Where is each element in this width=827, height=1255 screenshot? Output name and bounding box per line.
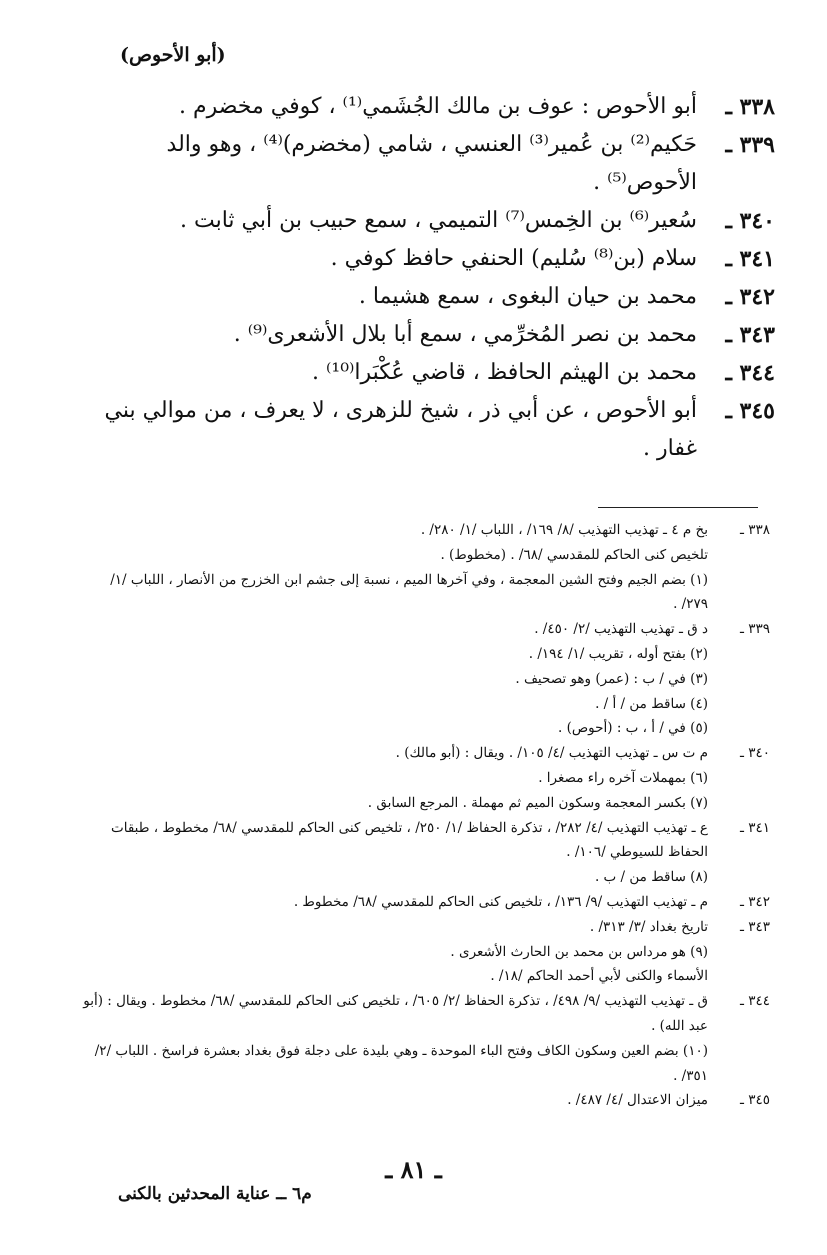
footnote-row bbox=[80, 940, 770, 965]
entry-number: ٣٤٢ ـ bbox=[725, 284, 775, 310]
footnote-row bbox=[80, 766, 770, 791]
entry-text: محمد بن حيان البغوى ، سمع هشيما . bbox=[358, 284, 697, 309]
entry-number: ٣٤٥ ـ bbox=[725, 398, 775, 424]
entry-text: أبو الأحوص : عوف بن مالك الجُشَمي⁽¹⁾ ، كوفي مخضرم . bbox=[178, 94, 697, 119]
footnote-text: م ت س ـ تهذيب التهذيب /٤/ ١٠٥/ . ويقال : (أبو مالك) . bbox=[395, 745, 708, 762]
footnote-text: (٤) ساقط من / أ / . bbox=[595, 695, 708, 712]
footnote-entry-number: ٣٤٤ ـ bbox=[739, 993, 770, 1010]
entry-row bbox=[95, 126, 775, 202]
footnote-text: (٣) في / ب : (عمر) وهو تصحيف . bbox=[515, 670, 708, 687]
footnote-entry-number: ٣٣٩ ـ bbox=[739, 621, 770, 638]
entry-number: ٣٣٩ ـ bbox=[725, 132, 775, 158]
footnote-row bbox=[80, 915, 770, 940]
footnote-entry-number: ٣٤٣ ـ bbox=[739, 918, 770, 935]
entry-number: ٣٤٠ ـ bbox=[725, 208, 775, 234]
footnote-entry-number: ٣٤١ ـ bbox=[739, 819, 770, 836]
footnote-text: (٧) بكسر المعجمة وسكون الميم ثم مهملة . المرجع السابق . bbox=[367, 794, 708, 811]
footnotes bbox=[80, 518, 770, 1113]
footnote-row bbox=[80, 617, 770, 642]
entry-number: ٣٤١ ـ bbox=[725, 246, 775, 272]
entry-row bbox=[95, 240, 775, 278]
footnote-text: (٨) ساقط من / ب . bbox=[594, 869, 708, 886]
footnote-row bbox=[80, 865, 770, 890]
entry-text: سُعير⁽⁶⁾ بن الخِمس⁽⁷⁾ التميمي ، سمع حبيب بن أبي ثابت . bbox=[180, 208, 697, 233]
footnote-row bbox=[80, 692, 770, 717]
book-title-footer: م٦ ــ عناية المحدثين بالكنى bbox=[118, 1184, 312, 1204]
footnote-row bbox=[80, 1039, 770, 1089]
footnote-text: (١٠) بضم العين وسكون الكاف وفتح الباء الموحدة ـ وهي بليدة على دجلة فوق بغداد بعشرة فراسخ . اللباب /٢/ ٣٥١/ . bbox=[94, 1042, 708, 1084]
entry-text: محمد بن الهيثم الحافظ ، قاضي عُكْبَرا⁽¹⁰⁾ . bbox=[311, 360, 697, 385]
footnote-row bbox=[80, 816, 770, 866]
footnote-text: ميزان الاعتدال /٤/ ٤٨٧/ . bbox=[567, 1092, 708, 1109]
footnote-row bbox=[80, 791, 770, 816]
footnote-entry-number: ٣٤٠ ـ bbox=[739, 745, 770, 762]
footnote-text: ق ـ تهذيب التهذيب /٩/ ٤٩٨/ ، تذكرة الحفاظ /٢/ ٦٠٥/ ، تلخيص كنى الحاكم للمقدسي /٦٨/ مخطوط . ويقال : (أبو عبد الله) . bbox=[83, 993, 708, 1034]
entry-number: ٣٤٣ ـ bbox=[725, 322, 775, 348]
entry-number: ٣٤٤ ـ bbox=[725, 360, 775, 386]
entry-row bbox=[95, 88, 775, 126]
footnote-entry-number: ٣٤٥ ـ bbox=[739, 1092, 770, 1109]
main-entries bbox=[95, 88, 775, 468]
entry-row bbox=[95, 278, 775, 316]
footnote-entry-number: ٣٣٨ ـ bbox=[739, 522, 770, 538]
footnote-text: تلخيص كنى الحاكم للمقدسي /٦٨/ . (مخطوط) . bbox=[440, 546, 708, 563]
footnote-row bbox=[80, 1088, 770, 1113]
footnote-text: د ق ـ تهذيب التهذيب /٢/ ٤٥٠/ . bbox=[534, 621, 708, 638]
footnote-entry-number: ٣٤٢ ـ bbox=[739, 893, 770, 910]
footnote-text: ع ـ تهذيب التهذيب /٤/ ٢٨٢/ ، تذكرة الحفاظ /١/ ٢٥٠/ ، تلخيص كنى الحاكم للمقدسي /٦٨/ مخطوط ، طبقات الحفاظ للسيوطي /١٠٦/ . bbox=[111, 819, 708, 861]
entry-row bbox=[95, 202, 775, 240]
footnote-text: بخ م ٤ ـ تهذيب التهذيب /٨/ ١٦٩/ ، اللباب /١/ ٢٨٠/ . bbox=[420, 522, 708, 538]
footnote-row bbox=[80, 667, 770, 692]
footnote-row bbox=[80, 989, 770, 1039]
footnote-text: تاريخ بغداد /٣/ ٣١٣/ . bbox=[589, 918, 708, 935]
page-header: (أبو الأحوص) bbox=[120, 44, 226, 66]
footnote-text: (١) بضم الجيم وفتح الشين المعجمة ، وفي آخرها الميم ، نسبة إلى جشم ابن الخزرج من الأنصار ، اللباب /١/ ٢٧٩/ . bbox=[110, 571, 708, 613]
entry-number: ٣٣٨ ـ bbox=[725, 94, 775, 120]
footnote-row bbox=[80, 890, 770, 915]
footnote-row bbox=[80, 741, 770, 766]
entry-text: سلام (بن⁽⁸⁾ سُليم) الحنفي حافظ كوفي . bbox=[330, 246, 697, 271]
page-number: ـ ٨١ ـ bbox=[385, 1155, 442, 1184]
footnote-row bbox=[80, 543, 770, 568]
footnote-row bbox=[80, 568, 770, 618]
entry-row bbox=[95, 392, 775, 468]
entry-text: حَكيم⁽²⁾ بن عُمير⁽³⁾ العنسي ، شامي (مخضرم)⁽⁴⁾ ، وهو والد الأحوص⁽⁵⁾ . bbox=[166, 132, 697, 195]
footnote-text: (٢) بفتح أوله ، تقريب /١/ ١٩٤/ . bbox=[528, 645, 708, 662]
footnote-row bbox=[80, 964, 770, 989]
footnote-text: (٩) هو مرداس بن محمد بن الحارث الأشعرى . bbox=[450, 943, 708, 960]
entry-row bbox=[95, 316, 775, 354]
footnote-row bbox=[80, 518, 770, 543]
footnote-text: (٥) في / أ ، ب : (أحوص) . bbox=[558, 720, 708, 737]
entry-row bbox=[95, 354, 775, 392]
footnote-row bbox=[80, 716, 770, 741]
footnote-text: الأسماء والكنى لأبي أحمد الحاكم /١٨/ . bbox=[490, 968, 708, 985]
footnote-text: م ـ تهذيب التهذيب /٩/ ١٣٦/ ، تلخيص كنى الحاكم للمقدسي /٦٨/ مخطوط . bbox=[293, 893, 708, 910]
footnote-row bbox=[80, 642, 770, 667]
entry-text: أبو الأحوص ، عن أبي ذر ، شيخ للزهرى ، لا يعرف ، من موالي بني غفار . bbox=[104, 398, 697, 461]
footnote-divider bbox=[598, 507, 758, 508]
entry-text: محمد بن نصر المُخرِّمي ، سمع أبا بلال الأشعرى⁽⁹⁾ . bbox=[233, 322, 697, 347]
footnote-text: (٦) بمهملات آخره راء مصغرا . bbox=[538, 769, 708, 786]
